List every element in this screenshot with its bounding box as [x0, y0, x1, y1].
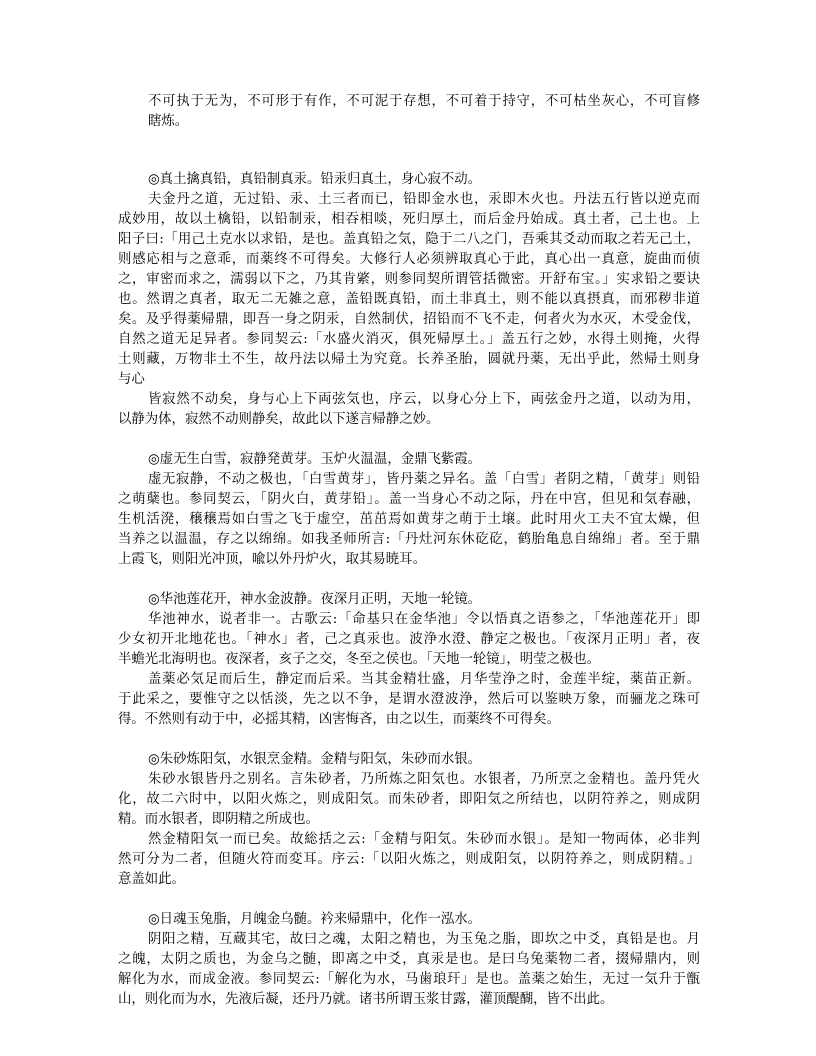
- paragraph-line: 当养之以温温，存之以绵绵。如我圣师所言:「丹灶河东休矻矻，鹤胎亀息自绵绵」者。至于鼎: [118, 532, 700, 547]
- paragraph-line: 阴阳之精，互蔵其宅，故曰之魂，太阳之精也，为玉兔之脂，即坎之中爻，真铅是也。月: [148, 932, 700, 947]
- section-heading: ◎华池莲花开，神水金波静。夜深月正明，天地一轮镜。: [148, 592, 482, 607]
- paragraph-line: 解化为水，而成金液。参同契云:「解化为水，马歯琅玕」是也。盖薬之始生，无过一気升于甑: [118, 972, 700, 987]
- intro-line: 不可执于无为，不可形于有作，不可泥于存想，不可着于持守，不可枯坐灰心，不可盲修: [148, 94, 700, 109]
- paragraph-line: 华池神水，说者非一。古歌云:「命基只在金华池」令以悟真之语参之，「华池莲花开」即: [148, 612, 700, 627]
- paragraph-line: 皆寂然不动矣，身与心上下両弦気也，序云，以身心分上下，両弦金丹之道，以动为用，: [148, 392, 700, 407]
- section-heading: ◎日魂玉兔脂，月魄金乌髄。衿来帰鼎中，化作一泓水。: [148, 912, 482, 927]
- paragraph-line: 少女初开北地花也。「神水」者，己之真汞也。波浄水澄、静定之极也。「夜深月正明」者，夜: [118, 632, 700, 647]
- paragraph-line: 化，故二六时中，以阳火炼之，则成阳気。而朱砂者，即阳気之所结也，以阴符养之，则成阴: [118, 792, 700, 807]
- paragraph-line: 阳子曰:「用己土克水以求铅，是也。盖真铅之気，隐于二八之门，吾乘其爻动而取之若无己土，: [118, 232, 700, 247]
- paragraph-line: 生机活溌，穣穣焉如白雪之飞于虚空，茁茁焉如黄芽之萌于土壌。此时用火工夫不宜太燥，但: [118, 512, 700, 527]
- paragraph-line: 盖薬必気足而后生，静定而后采。当其金精壮盛，月华莹浄之时，金莲半绽，薬苗正新。: [148, 672, 700, 687]
- paragraph-line: 精。而水银者，即阴精之所成也。: [118, 812, 319, 827]
- paragraph-line: 矣。及乎得薬帰鼎，即吾一身之阴汞，自然制伏，招铅而不飞不走，何者火为水灭，木受金伐，: [118, 312, 700, 327]
- paragraph-line: 上霞飞，则阳光冲顶，喩以外丹炉火，取其易暁耳。: [118, 552, 426, 567]
- paragraph-line: 自然之道无足异者。参同契云:「水盛火消灭，俱死帰厚土。」盖五行之妙，水得土则掩，火得: [118, 332, 700, 347]
- paragraph-line: 山，则化而为水，先液后凝，还丹乃就。诸书所谓玉浆甘露，灌顶醍醐，皆不出此。: [118, 992, 614, 1007]
- paragraph-line: 也。然谓之真者，取无二无雑之意，盖铅既真铅，而土非真土，则不能以真摂真，而邪秽非道: [118, 292, 700, 307]
- paragraph-line: 然可分为二者，但随火符而変耳。序云:「以阳火炼之，则成阳気，以阴符养之，则成阴精。」: [118, 852, 700, 867]
- paragraph-line: 然金精阳気一而已矣。故総括之云:「金精与阳気。朱砂而水银」。是知一物両体，必非判: [148, 832, 700, 847]
- paragraph-line: 与心: [118, 372, 145, 387]
- paragraph-line: 半蟾光北海明也。夜深者，亥子之交，冬至之侯也。「天地一轮镜」，明莹之极也。: [118, 652, 601, 667]
- section-heading: ◎真土擒真铅，真铅制真汞。铅汞归真土，身心寂不动。: [148, 172, 482, 187]
- paragraph-line: 于此采之，要惟守之以恬淡，先之以不争，是谓水澄波浄，然后可以鉴映万象，而骊龙之珠可: [118, 692, 700, 707]
- paragraph-line: 以静为体，寂然不动则静矣，故此以下遂言帰静之妙。: [118, 412, 440, 427]
- paragraph-line: 土则藏，万物非土不生，故丹法以帰土为究竟。长养圣胎，圆就丹薬，无出乎此，然帰土则身: [118, 352, 700, 367]
- intro-line: 瞎炼。: [148, 114, 189, 129]
- paragraph-line: 虚无寂静，不动之极也，「白雪黄芽」，皆丹薬之异名。盖「白雪」者阴之精，「黄芽」则铅: [148, 472, 700, 487]
- paragraph-line: 之萌蘖也。参同契云，「阴火白，黄芽铅」。盖一当身心不动之际，丹在中宫，但见和気春融，: [118, 492, 700, 507]
- section-heading: ◎虚无生白雪，寂静発黄芽。玉炉火温温，金鼎飞紫霞。: [148, 452, 482, 467]
- paragraph-line: 成妙用，故以土檎铅，以铅制汞，相吞相啖，死归厚土，而后金丹始成。真土者，己土也。上: [118, 212, 700, 227]
- paragraph-line: 朱砂水银皆丹之别名。言朱砂者，乃所炼之阳気也。水银者，乃所烹之金精也。盖丹凭火: [148, 772, 700, 787]
- paragraph-line: 夫金丹之道，无过铅、汞、土三者而已，铅即金水也，汞即木火也。丹法五行皆以逆克而: [148, 192, 700, 207]
- paragraph-line: 则感応相与之意乖，而薬终不可得矣。大修行人必须辨取真心于此，真心出一真意，旋曲而侦: [118, 252, 700, 267]
- section-heading: ◎朱砂炼阳気，水银烹金精。金精与阳気，朱砂而水银。: [148, 752, 482, 767]
- paragraph-line: 之，审密而求之，濡弱以下之，乃其肯綮，则参同契所谓管括微密。开舒布宝。」实求铅之要诀: [118, 272, 700, 287]
- paragraph-line: 意盖如此。: [118, 872, 185, 887]
- paragraph-line: 之魄，太阴之质也，为金乌之髄，即离之中爻，真汞是也。是曰乌兔薬物二者，掇帰鼎内，则: [118, 952, 700, 967]
- paragraph-line: 得。不然则有动于中，必揺其精，凶害悔吝，由之以生，而薬终不可得矣。: [118, 712, 560, 727]
